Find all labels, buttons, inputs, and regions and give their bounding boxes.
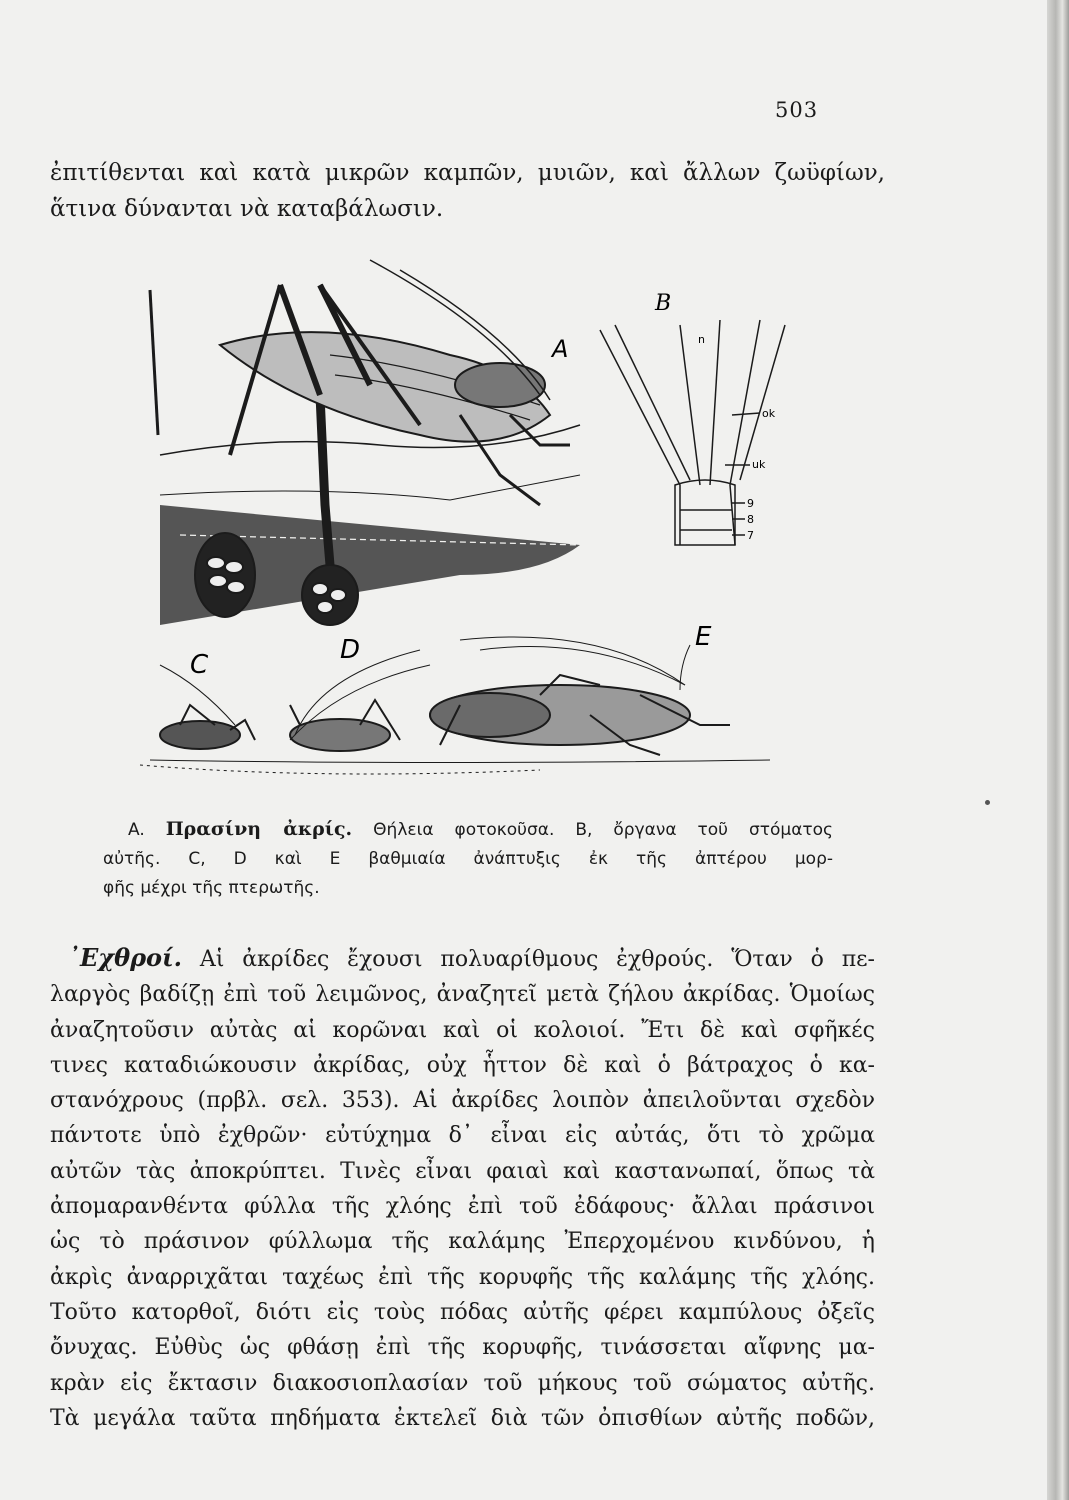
section-heading: ᾿Εχθροί. xyxy=(68,943,183,972)
section-first-line xyxy=(50,940,875,977)
label-a: A xyxy=(552,335,569,363)
label-ok: ok xyxy=(762,407,776,420)
label-c: C xyxy=(190,650,209,680)
enemies-section xyxy=(50,940,875,1436)
body-line: ὄνυχας. Εὐθὺς ὡς φθάσῃ ἐπὶ τῆς κορυφῆς, τινάσσεται αἴφνης μα- xyxy=(50,1335,875,1361)
section-first-line-text: Αἱ ἀκρίδες ἔχουσι πολυαρίθμους ἐχθρούς. Ὅταν ὁ πε- xyxy=(199,947,875,972)
label-n: n xyxy=(698,333,705,346)
label-d: D xyxy=(340,635,361,665)
intro-paragraph xyxy=(50,155,885,227)
body-line: Τοῦτο κατορθοῖ, διότι εἰς τοὺς πόδας αὐτῆς φέρει καμπύλους ὀξεῖς xyxy=(50,1299,875,1325)
speck xyxy=(985,800,990,805)
label-b: B xyxy=(655,291,672,316)
body-line: Τὰ μεγάλα ταῦτα πηδήματα ἐκτελεῖ διὰ τῶν ὀπισθίων αὐτῆς ποδῶν, xyxy=(50,1405,875,1431)
figure-cde-stages xyxy=(140,637,770,774)
body-line: αὐτῶν τὰς ἀποκρύπτει. Τινὲς εἶναι φαιαὶ καὶ καστανωπαί, ὅπως τὰ xyxy=(50,1158,875,1184)
intro-line: ἅτινα δύνανται νὰ καταβάλωσιν. xyxy=(50,196,444,222)
page-number: 503 xyxy=(775,98,819,122)
intro-line: ἐπιτίθενται καὶ κατὰ μικρῶν καμπῶν, μυιῶν, καὶ ἄλλων ζωϋφίων, xyxy=(50,160,885,186)
body-line: λαργὸς βαδίζῃ ἐπὶ τοῦ λειμῶνος, ἀναζητεῖ μετὰ ζήλου ἀκρίδας. Ὁμοίως xyxy=(50,982,875,1008)
grasshopper-figure xyxy=(120,245,880,820)
body-line: ἀναζητοῦσιν αὐτὰς αἱ κορῶναι καὶ οἱ κολοιοί. Ἔτι δὲ καὶ σφῆκές xyxy=(50,1017,875,1043)
caption-lead: A. xyxy=(128,820,145,840)
label-8: 8 xyxy=(747,513,754,526)
caption-title: Πρασίνη ἀκρίς. xyxy=(165,818,353,840)
body-line: τινες καταδιώκουσιν ἀκρίδας, οὐχ ἧττον δὲ καὶ ὁ βάτραχος ὁ κα- xyxy=(50,1052,875,1078)
body-line: κρὰν εἰς ἔκτασιν διακοσιοπλασίαν τοῦ μήκους τοῦ σώματος αὐτῆς. xyxy=(50,1370,875,1396)
label-e: E xyxy=(695,622,712,652)
label-uk: uk xyxy=(752,458,766,471)
body-line: ἀπομαρανθέντα φύλλα τῆς χλόης ἐπὶ τοῦ ἐδάφους· ἄλλαι πράσινοι xyxy=(50,1194,875,1220)
label-7: 7 xyxy=(747,529,754,542)
figure-a-grasshopper xyxy=(150,260,580,625)
grasshopper-illustration xyxy=(120,245,880,820)
body-line: ὡς τὸ πράσινον φύλλωμα τῆς καλάμης Ἐπερχομένου κινδύνου, ἡ xyxy=(50,1229,875,1255)
figure-b-mouthparts xyxy=(600,320,785,545)
figure-caption xyxy=(103,815,833,903)
caption-line: αὐτῆς. C, D καὶ E βαθμιαία ἀνάπτυξις ἐκ τῆς ἀπτέρου μορ- xyxy=(103,849,833,869)
caption-line xyxy=(103,815,833,845)
body-line: ἀκρὶς ἀναρριχᾶται ταχέως ἐπὶ τῆς κορυφῆς τῆς καλάμης τῆς χλόης. xyxy=(50,1264,875,1290)
label-9: 9 xyxy=(747,497,754,510)
body-line: πάντοτε ὑπὸ ἐχθρῶν· εὐτύχημα δ᾿ εἶναι εἰς αὐτάς, ὅτι τὸ χρῶμα xyxy=(50,1123,875,1149)
caption-line1-rest: Θήλεια φοτοκοῦσα. B, ὄργανα τοῦ στόματος xyxy=(373,820,834,840)
body-line: στανόχρους (πρβλ. σελ. 353). Αἱ ἀκρίδες λοιπὸν ἀπειλοῦνται σχεδὸν xyxy=(50,1088,875,1114)
caption-line: φῆς μέχρι τῆς πτερωτῆς. xyxy=(103,878,320,898)
page-edge-shadow xyxy=(1047,0,1069,1500)
